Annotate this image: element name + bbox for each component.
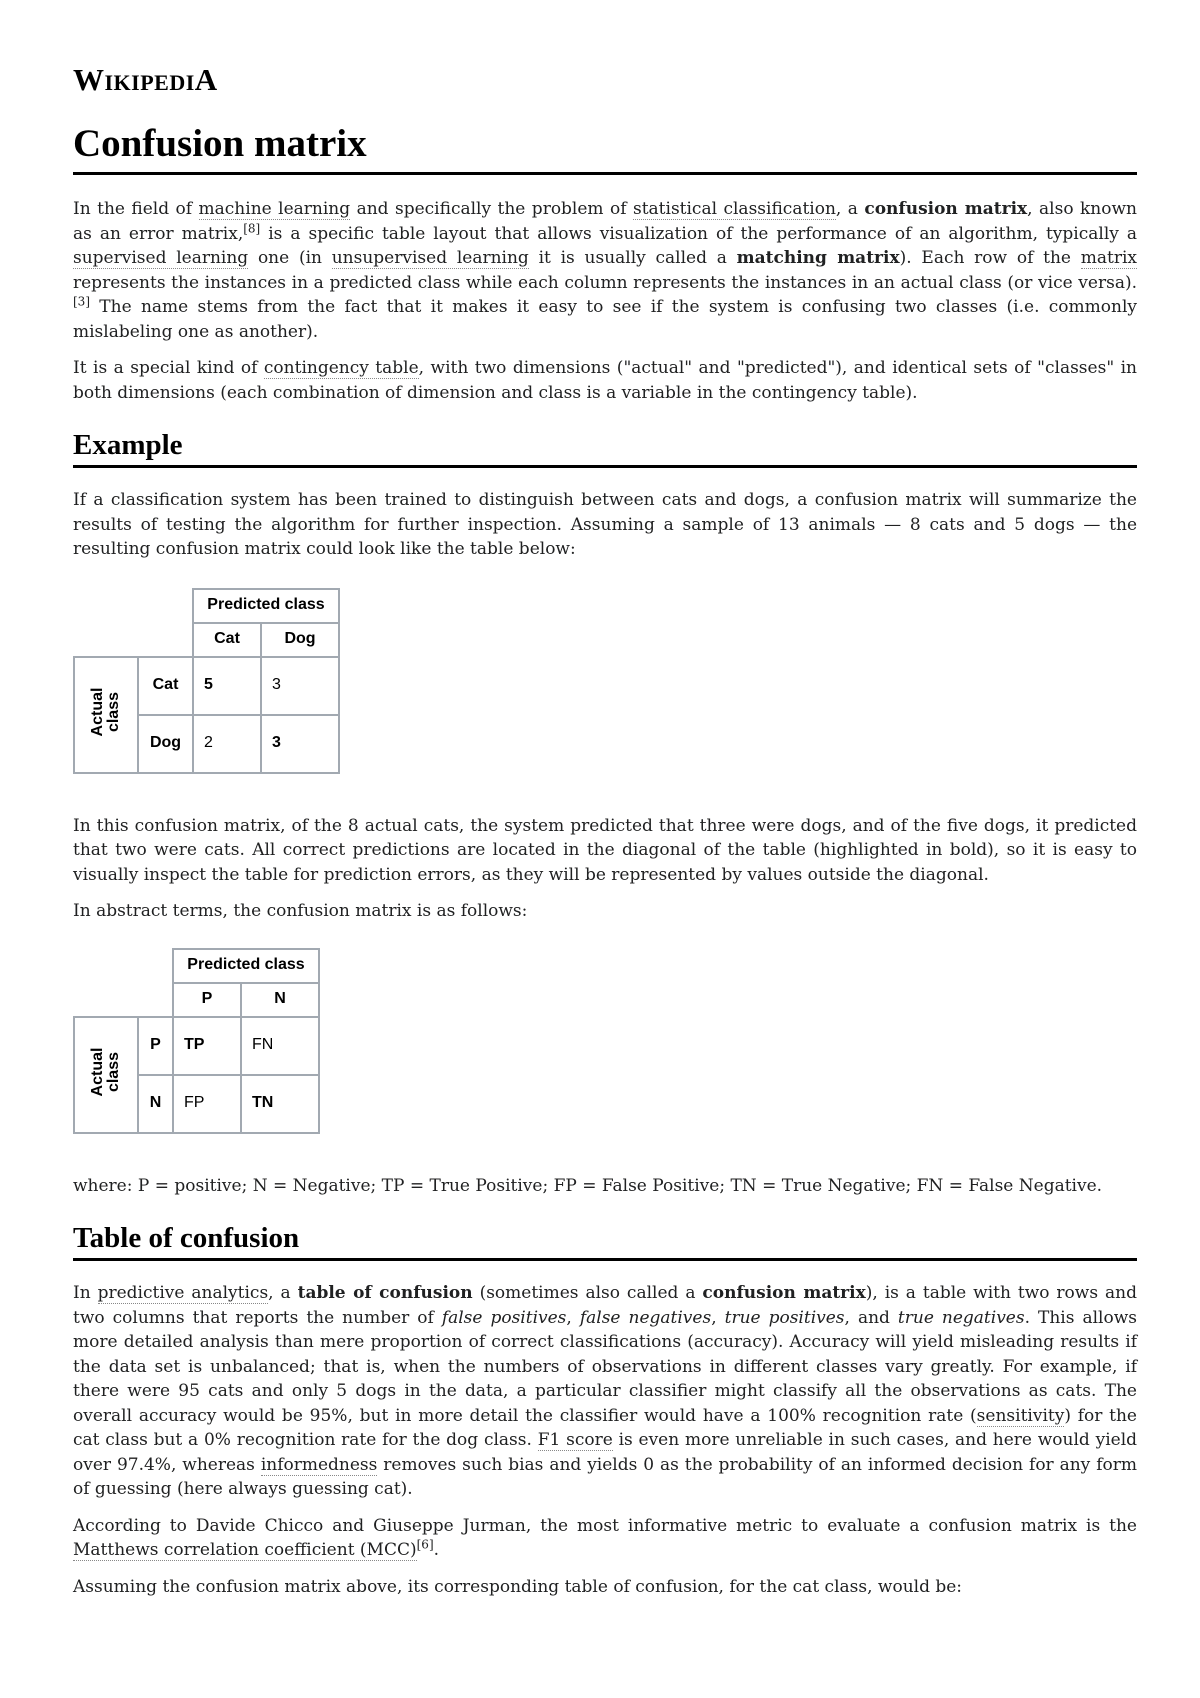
reference-3[interactable]: [3] (73, 294, 90, 309)
heading-example: Example (73, 427, 1137, 468)
toc-paragraph-3: Assuming the confusion matrix above, its corresponding table of confusion, for the cat class, would be: (73, 1576, 963, 1597)
cell-tn: TN (241, 1075, 319, 1133)
link-predictive-analytics[interactable]: predictive analytics (97, 1283, 269, 1303)
heading-table-of-confusion: Table of confusion (73, 1220, 1137, 1261)
link-unsupervised-learning[interactable]: unsupervised learning (331, 248, 529, 268)
actual-class-header: Actual class (74, 1017, 138, 1133)
link-statistical-classification[interactable]: statistical classification (632, 199, 836, 219)
cell-dog-cat: 2 (193, 715, 261, 773)
example-paragraph-3: In abstract terms, the confusion matrix is as follows: (73, 901, 528, 921)
link-supervised-learning[interactable]: supervised learning (73, 248, 249, 268)
confusion-matrix-table-cats-dogs (73, 588, 340, 774)
confusion-matrix-table-abstract (73, 948, 320, 1134)
column-header-dog: Dog (261, 623, 339, 657)
actual-class-header: Actual class (74, 657, 138, 773)
row-header-cat: Cat (138, 657, 193, 715)
example-paragraph-1: If a classification system has been trained to distinguish between cats and dogs, a confusion matrix will summarize the results of testing the algorithm for further inspection. Assuming a sample of 13 animals — 8 cats and 5 dogs — the resulting confusion matrix could look like the table below: (73, 490, 1137, 559)
link-informedness[interactable]: informedness (260, 1454, 378, 1475)
row-header-dog: Dog (138, 715, 193, 773)
row-header-n: N (138, 1075, 173, 1133)
toc-paragraph-2: According to Davide Chicco and Giuseppe Jurman, the most informative metric to evaluate a confusion matrix is the Matthews correlation coefficient (MCC)[6]. (73, 1515, 1137, 1560)
row-header-p: P (138, 1017, 173, 1075)
predicted-class-header: Predicted class (173, 949, 319, 983)
legend-paragraph: where: P = positive; N = Negative; TP = True Positive; FP = False Positive; TN = True Negative; FN = False Negative. (73, 1175, 1103, 1196)
page-title: Confusion matrix (73, 120, 1137, 175)
intro-paragraph-2: It is a special kind of contingency table, with two dimensions ("actual" and "predicted"), and identical sets of "classes" in both dimensions (each combination of dimension and class is a variable in the contingency table). (73, 358, 1137, 403)
link-f1-score[interactable]: F1 score (537, 1430, 613, 1450)
cell-dog-dog: 3 (261, 715, 339, 773)
column-header-cat: Cat (193, 623, 261, 657)
cell-cat-cat: 5 (193, 657, 261, 715)
link-machine-learning[interactable]: machine learning (198, 199, 351, 219)
cell-cat-dog: 3 (261, 657, 339, 715)
reference-6[interactable]: [6] (416, 1537, 434, 1552)
article (73, 62, 1137, 1599)
column-header-p: P (173, 983, 241, 1017)
example-paragraph-2: In this confusion matrix, of the 8 actual cats, the system predicted that three were dogs, and of the five dogs, it predicted that two were cats. All correct predictions are located in the diagonal of the table (highlighted in bold), so it is easy to visually inspect the table for prediction errors, as they will be represented by values outside the diagonal. (73, 815, 1137, 885)
cell-fn: FN (241, 1017, 319, 1075)
link-matthews-correlation-coefficient[interactable]: Matthews correlation coefficient (MCC) (73, 1540, 417, 1560)
column-header-n: N (241, 983, 319, 1017)
wikipedia-logo[interactable]: WikipediA (73, 62, 218, 97)
link-sensitivity[interactable]: sensitivity (976, 1405, 1065, 1426)
predicted-class-header: Predicted class (193, 589, 339, 623)
cell-fp: FP (173, 1075, 241, 1133)
reference-8[interactable]: [8] (243, 220, 261, 235)
cell-tp: TP (173, 1017, 241, 1075)
toc-paragraph-1: In predictive analytics, a table of confusion (sometimes also called a confusion matrix), is a table with two rows and two columns that reports the number of false positives, false negatives, true positives, and true negatives. This allows more detailed analysis than mere proportion of correct classifications (accuracy). Accuracy will yield misleading results if the data set is unbalanced; that is, when the numbers of observations in different classes vary greatly. For example, if there were 95 cats and only 5 dogs in the data, a particular classifier might classify all the observations as cats. The overall accuracy would be 95%, but in more detail the classifier would have a 100% recognition rate (sensitivity) for the cat class but a 0% recognition rate for the dog class. F1 score is even more unreliable in such cases, and here would yield over 97.4%, whereas informedness removes such bias and yields 0 as the probability of an informed decision for any form of guessing (here always guessing cat). (73, 1283, 1138, 1499)
intro-paragraph-1: In the field of machine learning and specifically the problem of statistical classification, a confusion matrix, also known as an error matrix,[8] is a specific table layout that allows visualization of the performance of an algorithm, typically a supervised learning one (in unsupervised learning it is usually called a matching matrix). Each row of the matrix represents the instances in a predicted class while each column represents the instances in an actual class (or vice versa).[3] The name stems from the fact that it makes it easy to see if the system is confusing two classes (i.e. commonly mislabeling one as another). (73, 199, 1137, 342)
link-matrix[interactable]: matrix (1080, 248, 1137, 268)
link-contingency-table[interactable]: contingency table (263, 358, 419, 378)
